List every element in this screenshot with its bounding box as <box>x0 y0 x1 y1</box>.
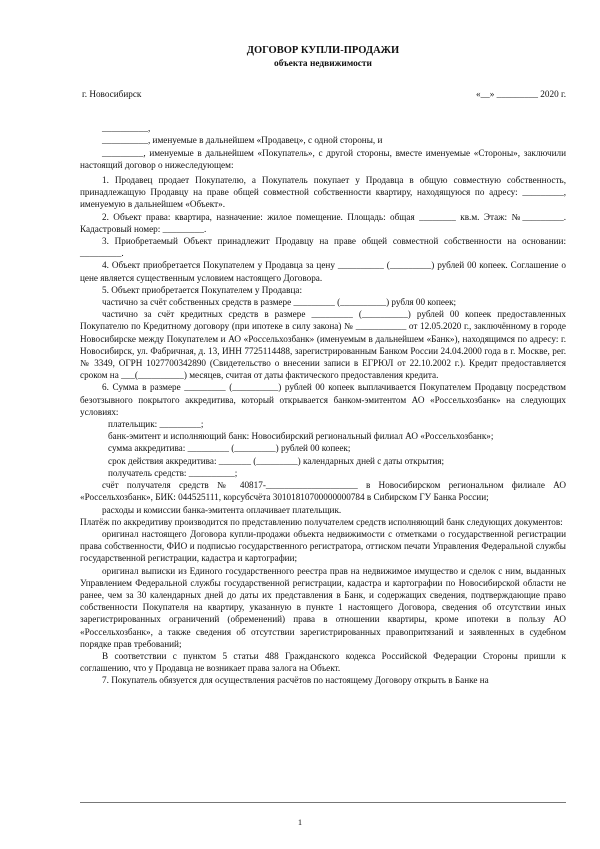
city: г. Новосибирск <box>82 89 142 99</box>
clause-6-term: срок действия аккредитива: _______ (_________) календарных дней с даты открытия; <box>108 455 445 466</box>
contract-date: «__» _________ 2020 г. <box>475 89 566 99</box>
clause-2: 2. Объект права: квартира, назначение: жилое помещение. Площадь: общая ________ кв.м. Этаж: №_________. Кадастровый номер: _________. <box>80 211 566 234</box>
clause-6-account: счёт получателя средств № 40817-____________________ в Новосибирском региональном филиале АО «Россельхозбанк», БИК: 044525111, корсубсчёта 30101810700000000784 в Сибирском ГУ Банка России; <box>80 480 566 503</box>
city-date-line <box>80 88 566 100</box>
clause-6-fees: расходы и комиссии банка-эмитента оплачивает плательщик. <box>102 504 342 515</box>
buyer-paragraph: _________, именуемые в дальнейшем «Покупатель», с другой стороны, вместе именуемые «Стороны», заключили настоящий договор о нижеследующем: <box>80 147 566 170</box>
page-number: 1 <box>297 817 303 827</box>
clause-7: 7. Покупатель обязуется для осуществления расчётов по настоящему Договору открыть в Банке на <box>102 675 489 686</box>
document-title: ДОГОВОР КУПЛИ-ПРОДАЖИ <box>246 45 400 56</box>
clause-1: 1. Продавец продает Покупателю, а Покупатель покупает у Продавца в общую совместную собственность, принадлежащую Продавцу на праве общей совместной собственности квартиру, находящуюся по адресу: _________, именуемую в дальнейшем «Объект». <box>80 175 566 210</box>
document-1: оригинал настоящего Договора купли-продажи объекта недвижимости с отметками о государственной регистрации права собственности, ФИО и подписью государственного регистратора, оттиском печати Управления Федеральной службы государственной регистрации, кадастра и картографии; <box>80 528 566 564</box>
clause-6-recipient: получатель средств: __________; <box>108 467 238 478</box>
clause-6-sum: сумма аккредитива: _________ (_________) рублей 00 копеек; <box>108 443 351 454</box>
clause-6-payer: плательщик: _________; <box>108 419 204 430</box>
clause-3: 3. Приобретаемый Объект принадлежит Продавцу на праве общей совместной собственности на основании: _________. <box>80 236 566 259</box>
clause-5b: частично за счёт кредитных средств в размере _________ (__________) рублей 00 копеек предоставленных Покупателю по Кредитному договору (при ипотеке в силу закона) № ___________ от 12.05.2020 г., заключённому в городе Новосибирске между Покупателем и АО «Россельхозбанк» (именуемым в дальнейшем «Банк»), находящимся по адресу: г. Новосибирск, ул. Фабричная, д. 13, ИНН 7725114488, зарегистрированным Банком России 24.04.2000 года в г. Москве, рег. № 3349, ОГРН 1027700342890 (Свидетельство о внесении записи в ЕГРЮЛ от 22.10.2002 г.). Кредит предоставляется сроком на ___(__________) месяцев, считая от даты фактического предоставления кредита. <box>80 309 566 381</box>
clause-6: 6. Сумма в размере _________ (__________) рублей 00 копеек выплачивается Покупателем Продавцу посредством безотзывного покрытого аккредитива, который открывается банком-эмитентом АО «Россельхозбанк» на следующих условиях: <box>80 382 566 417</box>
clause-5a: частично за счёт собственных средств в размере _________ (__________) рубля 00 копеек; <box>102 297 457 308</box>
document-2: оригинал выписки из Единого государственного реестра прав на недвижимое имущество и сделок с ним, выданных Управлением Федеральной службы государственной регистрации, кадастра и картографии по Новосибирской области не ранее, чем за 30 календарных дней до даты их представления в Банк, и содержащих сведения, подтверждающие право собственности Покупателя на квартиру, указанную в пункте 1 настоящего Договора, сведения об отсутствии иных зарегистрированных ограничений (обременений) права в отношении квартиры, кроме ипотеки в пользу АО «Россельхозбанк», а также сведения об отсутствии зарегистрированных правопритязаний и заявленных в судебном порядке прав требований; <box>80 565 566 649</box>
payment-docs: Платёж по аккредитиву производится по представлению получателем средств исполняющий банк следующих документов: <box>80 516 563 527</box>
clause-4: 4. Объект приобретается Покупателем у Продавца за цену __________ (_________) рублей 00 копеек. Соглашение о цене является существенным условием настоящего Договора. <box>80 260 566 283</box>
footer-divider <box>80 802 566 803</box>
document-subtitle: объекта недвижимости <box>274 59 372 69</box>
civil-code-paragraph: В соответствии с пунктом 5 статьи 488 Гражданского кодекса Российской Федерации Стороны пришли к соглашению, что у Продавца не возникает права залога на Объект. <box>80 650 566 674</box>
clause-5: 5. Объект приобретается Покупателем у Продавца: <box>102 284 302 295</box>
seller-blank: __________, <box>102 123 151 134</box>
clause-6-bank: банк-эмитент и исполняющий банк: Новосибирский региональный филиал АО «Россельхозбанк»; <box>108 431 494 442</box>
seller-paragraph: __________, именуемые в дальнейшем «Продавец», с одной стороны, и <box>102 135 383 146</box>
